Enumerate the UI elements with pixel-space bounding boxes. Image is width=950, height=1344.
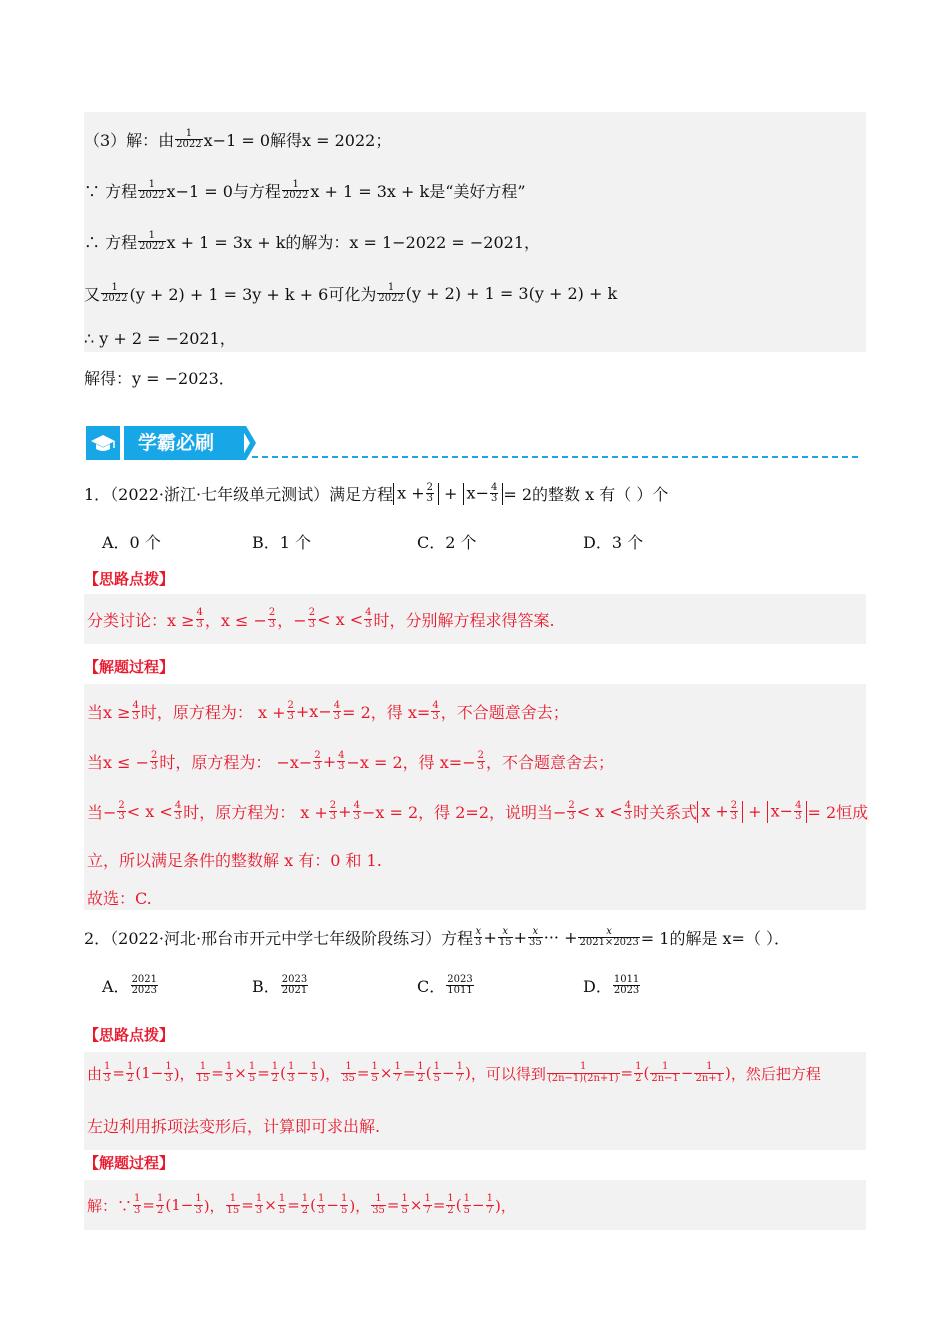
q2-hint-line-2: 左边利用拆项法变形后，计算即可求出解. <box>87 1117 381 1136</box>
part3-line-2: ∵ 方程 $\frac{1}{2022}$ x−1 = 0与方程 $\frac{1}{2022}$ x + 1 = 3x + k是“美好方程” <box>84 178 526 201</box>
q1-option-c[interactable]: C．2 个 <box>417 533 477 552</box>
q2-option-d[interactable]: D． $\frac{1011}{2023}$ <box>583 973 640 996</box>
graduation-cap-icon <box>86 426 120 460</box>
part3-line-1: （3）解：由 $\frac{1}{2022}$ x−1 = 0解得x = 2022； <box>84 127 392 150</box>
q1-solution-line-1: 当x ≥ $\frac{4}{3}$ 时，原方程为： x + $\frac{2}{3}$ +x− $\frac{4}{3}$ = 2，得 x= $\frac{4}{3}$ ，不合题意舍去； <box>87 699 569 722</box>
q1-solution-label: 【解题过程】 <box>84 658 175 676</box>
q1-solution-line-4: 立，所以满足条件的整数解 x 有：0 和 1. <box>87 851 382 870</box>
section-banner <box>84 422 866 462</box>
q1-solution-line-3: 当− $\frac{2}{3}$ < x < $\frac{4}{3}$ 时，原方程为： x + $\frac{2}{3}$ + $\frac{4}{3}$ −x = 2，得 2=2，说明当− $\frac{2}{3}$ < x < $\frac{4}{3}$ 时关系式 x + $\frac{2}{3}$ + x− $\frac{4}{3}$ = 2恒成 <box>87 799 869 822</box>
q2-stem: 2．（2022·河北·邢台市开元中学七年级阶段练习）方程 $\frac{x}{3}$ + $\frac{x}{15}$ + $\frac{x}{35}$ ··· + $\frac{x}{2021\times 2023}$ = 1的解是 x=（ ）． <box>84 925 791 948</box>
abs-expression: x− $\frac{4}{3}$ <box>463 483 504 505</box>
q1-hint-label: 【思路点拨】 <box>84 570 175 588</box>
part3-line-3: ∴ 方程 $\frac{1}{2022}$ x + 1 = 3x + k的解为：x = 1−2022 = −2021， <box>84 229 540 252</box>
q2-option-a[interactable]: A． $\frac{2021}{2023}$ <box>102 973 158 996</box>
q2-option-c[interactable]: C． $\frac{2023}{1011}$ <box>417 973 473 996</box>
fraction: $\frac{1}{2022}$ <box>176 127 202 150</box>
q2-solution-label: 【解题过程】 <box>84 1154 175 1172</box>
q2-solution: 解：∵ $\frac{1}{3}$ = $\frac{1}{2}$ (1− $\frac{1}{3}$ )， $\frac{1}{15}$ = $\frac{1}{3}$ × $\frac{1}{5}$ = $\frac{1}{2}$ ( $\frac{1}{3}$ − $\frac{1}{5}$ )， $\frac{1}{35}$ = $\frac{1}{5}$ × $\frac{1}{7}$ = $\frac{1}{2}$ ( $\frac{1}{5}$ − $\frac{1}{7}$ )， <box>84 1180 866 1230</box>
q1-stem: 1．（2022·浙江·七年级单元测试）满足方程 x + $\frac{2}{3}$ + x− $\frac{4}{3}$ = 2的整数 x 有（ ）个 <box>84 481 669 504</box>
part3-line-4: 又 $\frac{1}{2022}$ (y + 2) + 1 = 3y + k + 6可化为 $\frac{1}{2022}$ (y + 2) + 1 = 3(y + 2) + k <box>84 281 618 304</box>
q1-solution-line-5: 故选：C. <box>87 889 152 908</box>
section-title: 学霸必刷 <box>124 426 244 460</box>
q1-option-b[interactable]: B．1 个 <box>252 533 312 552</box>
q1-option-a[interactable]: A．0 个 <box>102 533 161 552</box>
section-divider <box>252 456 858 458</box>
q2-option-b[interactable]: B． $\frac{2023}{2021}$ <box>252 973 308 996</box>
q1-solution-line-2: 当x ≤ − $\frac{2}{3}$ 时，原方程为： −x− $\frac{2}{3}$ + $\frac{4}{3}$ −x = 2，得 x=− $\frac{2}{3}$ ，不合题意舍去； <box>87 749 614 772</box>
q1-hint: 分类讨论：x ≥ $\frac{4}{3}$ ，x ≤ − $\frac{2}{3}$ ，− $\frac{2}{3}$ < x < $\frac{4}{3}$ 时，分别解方程求得答案. <box>84 594 866 644</box>
abs-expression: x + $\frac{2}{3}$ <box>393 483 439 505</box>
q2-options <box>84 974 866 1008</box>
q1-options <box>84 530 866 550</box>
chevron-icon <box>240 426 258 460</box>
q2-hint-line-1: 由 $\frac{1}{3}$ = $\frac{1}{2}$ (1− $\frac{1}{3}$ )， $\frac{1}{15}$ = $\frac{1}{3}$ × $\frac{1}{5}$ = $\frac{1}{2}$ ( $\frac{1}{3}$ − $\frac{1}{5}$ )， $\frac{1}{35}$ = $\frac{1}{5}$ × $\frac{1}{7}$ = $\frac{1}{2}$ ( $\frac{1}{5}$ − $\frac{1}{7}$ ) ，可以得到 $\frac{1}{(2n-1)(2n+1)}$ = $\frac{1}{2}$ ( $\frac{1}{2n-1}$ − $\frac{1}{2n+1}$ ) ，然后把方程 <box>87 1061 821 1084</box>
q2-hint-label: 【思路点拨】 <box>84 1026 175 1044</box>
part3-line-5: ∴ y + 2 = −2021， <box>84 329 236 348</box>
part3-line-6: 解得：y = −2023． <box>84 369 235 388</box>
q1-option-d[interactable]: D．3 个 <box>583 533 644 552</box>
